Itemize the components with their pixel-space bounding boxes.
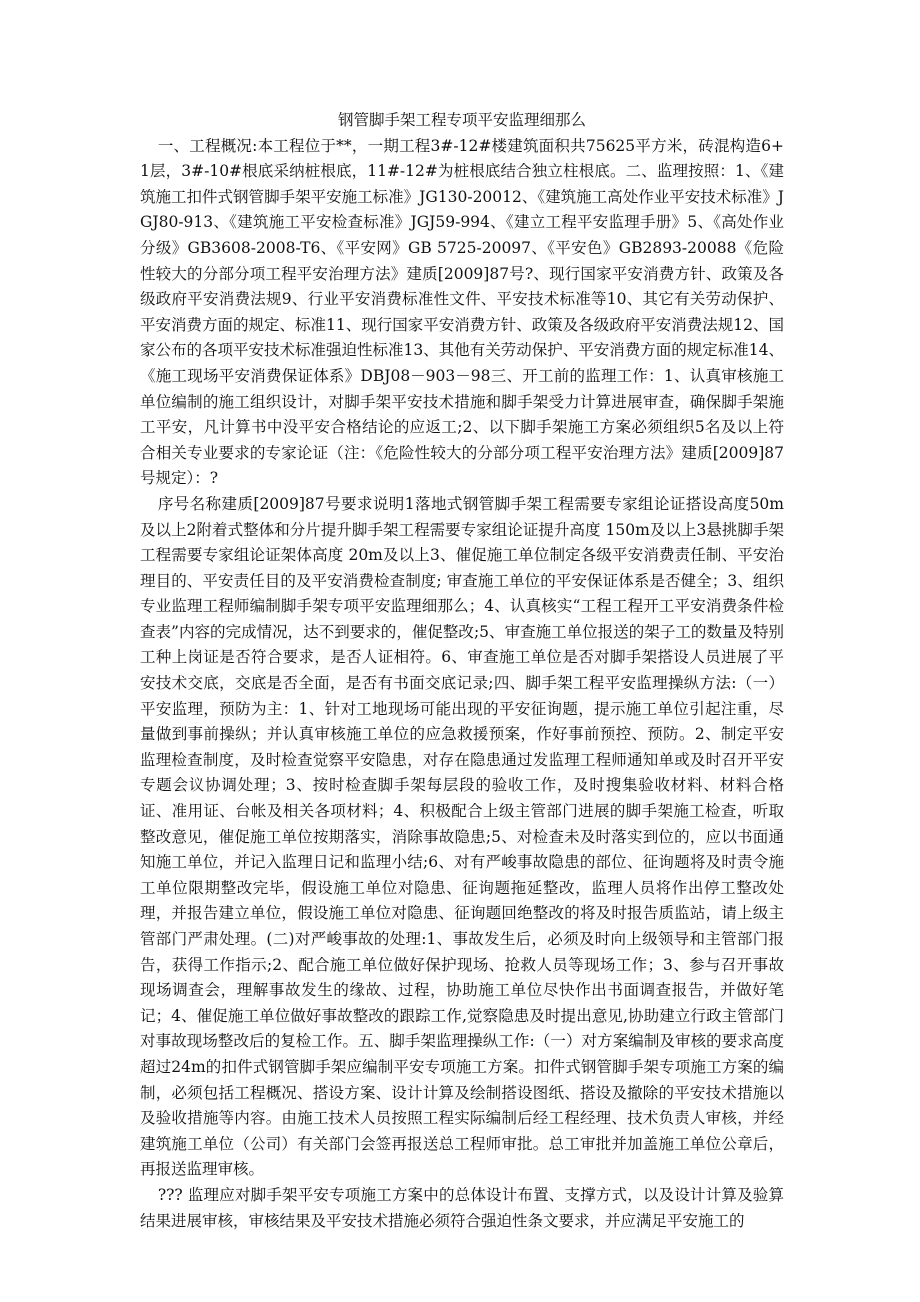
paragraph-project-overview: 一、工程概况:本工程位于**，一期工程3#-12#楼建筑面积共75625平方米，砖混构造6+1层，3#-10#根底采纳桩根底，11#-12#为桩根底结合独立柱根底。二、监理按照：1、《建筑施工扣件式钢管脚手架平安施工标准》JG130-20012、《建筑施工高处作业平安技术标准》JGJ80-913、《建筑施工平安检查标准》JGJ59-994、《建立工程平安监理手册》5、《高处作业分级》GB3608-2008-T6、《平安网》GB 5725-20097、《平安色》GB2893-20088《危险性较大的分部分项工程平安治理方法》建质[2009]87号?、现行国家平安消费方针、政策及各级政府平安消费法规9、行业平安消费标准性文件、平安技术标准等10、其它有关劳动保护、平安消费方面的规定、标准11、现行国家平安消费方针、政策及各级政府平安消费法规12、国家公布的各项平安技术标准强迫性标准13、其他有关劳动保护、平安消费方面的规定标准14、《施工现场平安消费保证体系》DBJ08－903－98三、开工前的监理工作：1、认真审核施工单位编制的施工组织设计，对脚手架平安技术措施和脚手架受力计算进展审查，确保脚手架施工平安，凡计算书中没平安合格结论的应返工;2、以下脚手架施工方案必须组织5名及以上符合相关专业要求的专家论证（注：《危险性较大的分部分项工程平安治理方法》建质[2009]87号规定）：? (140, 136, 784, 488)
document-body (140, 108, 784, 1234)
document-title: 钢管脚手架工程专项平安监理细那么 (337, 111, 586, 129)
paragraph-plan-review: ??? 监理应对脚手架平安专项施工方案中的总体设计布置、支撑方式，以及设计计算及验算结果进展审核，审核结果及平安技术措施必须符合强迫性条文要求，并应满足平安施工的 (140, 1185, 784, 1230)
paragraph-expert-review-and-supervision: 序号名称建质[2009]87号要求说明1落地式钢管脚手架工程需要专家组论证搭设高度50m及以上2附着式整体和分片提升脚手架工程需要专家组论证提升高度 150m及以上3悬挑脚手架工程需要专家组论证架体高度 20m及以上3、催促施工单位制定各级平安消费责任制、平安治理目的、平安责任目的及平安消费检查制度; 审查施工单位的平安保证体系是否健全；3、组织专业监理工程师编制脚手架专项平安监理细那么；4、认真核实“工程工程开工平安消费条件检查表”内容的完成情况，达不到要求的，催促整改;5、审查施工单位报送的架子工的数量及特别工种上岗证是否符合要求，是否人证相符。6、审查施工单位是否对脚手架搭设人员进展了平安技术交底，交底是否全面，是否有书面交底记录;四、脚手架工程平安监理操纵方法:（一）平安监理，预防为主：1、针对工地现场可能出现的平安征询题，提示施工单位引起注重，尽量做到事前操纵；并认真审核施工单位的应急救援预案，作好事前预控、预防。2、制定平安监理检查制度，及时检查觉察平安隐患，对存在隐患通过发监理工程师通知单或及时召开平安专题会议协调处理；3、按时检查脚手架每层段的验收工作，及时搜集验收材料、材料合格证、准用证、台帐及相关各项材料；4、积极配合上级主管部门进展的脚手架施工检查，听取整改意见，催促施工单位按期落实，消除事故隐患;5、对检查未及时落实到位的，应以书面通知施工单位，并记入监理日记和监理小结;6、对有严峻事故隐患的部位、征询题将及时责令施工单位限期整改完毕，假设施工单位对隐患、征询题拖延整改，监理人员将作出停工整改处理，并报告建立单位，假设施工单位对隐患、征询题回绝整改的将及时报告质监站，请上级主管部门严肃处理。(二)对严峻事故的处理:1、事故发生后，必须及时向上级领导和主管部门报告，获得工作指示;2、配合施工单位做好保护现场、抢救人员等现场工作；3、参与召开事故现场调查会，理解事故发生的缘故、过程，协助施工单位尽快作出书面调查报告，并做好笔记；4、催促施工单位做好事故整改的跟踪工作,觉察隐患及时提出意见,协助建立行政主管部门对事故现场整改后的复检工作。五、脚手架监理操纵工作:（一）对方案编制及审核的要求高度超过24m的扣件式钢管脚手架应编制平安专项施工方案。扣件式钢管脚手架专项施工方案的编制，必须包括工程概况、搭设方案、设计计算及绘制搭设图纸、搭设及撤除的平安技术措施以及验收措施等内容。由施工技术人员按照工程实际编制后经工程经理、技术负责人审核，并经建筑施工单位（公司）有关部门会签再报送总工程师审批。总工审批并加盖施工单位公章后，再报送监理审核。 (140, 494, 784, 1179)
